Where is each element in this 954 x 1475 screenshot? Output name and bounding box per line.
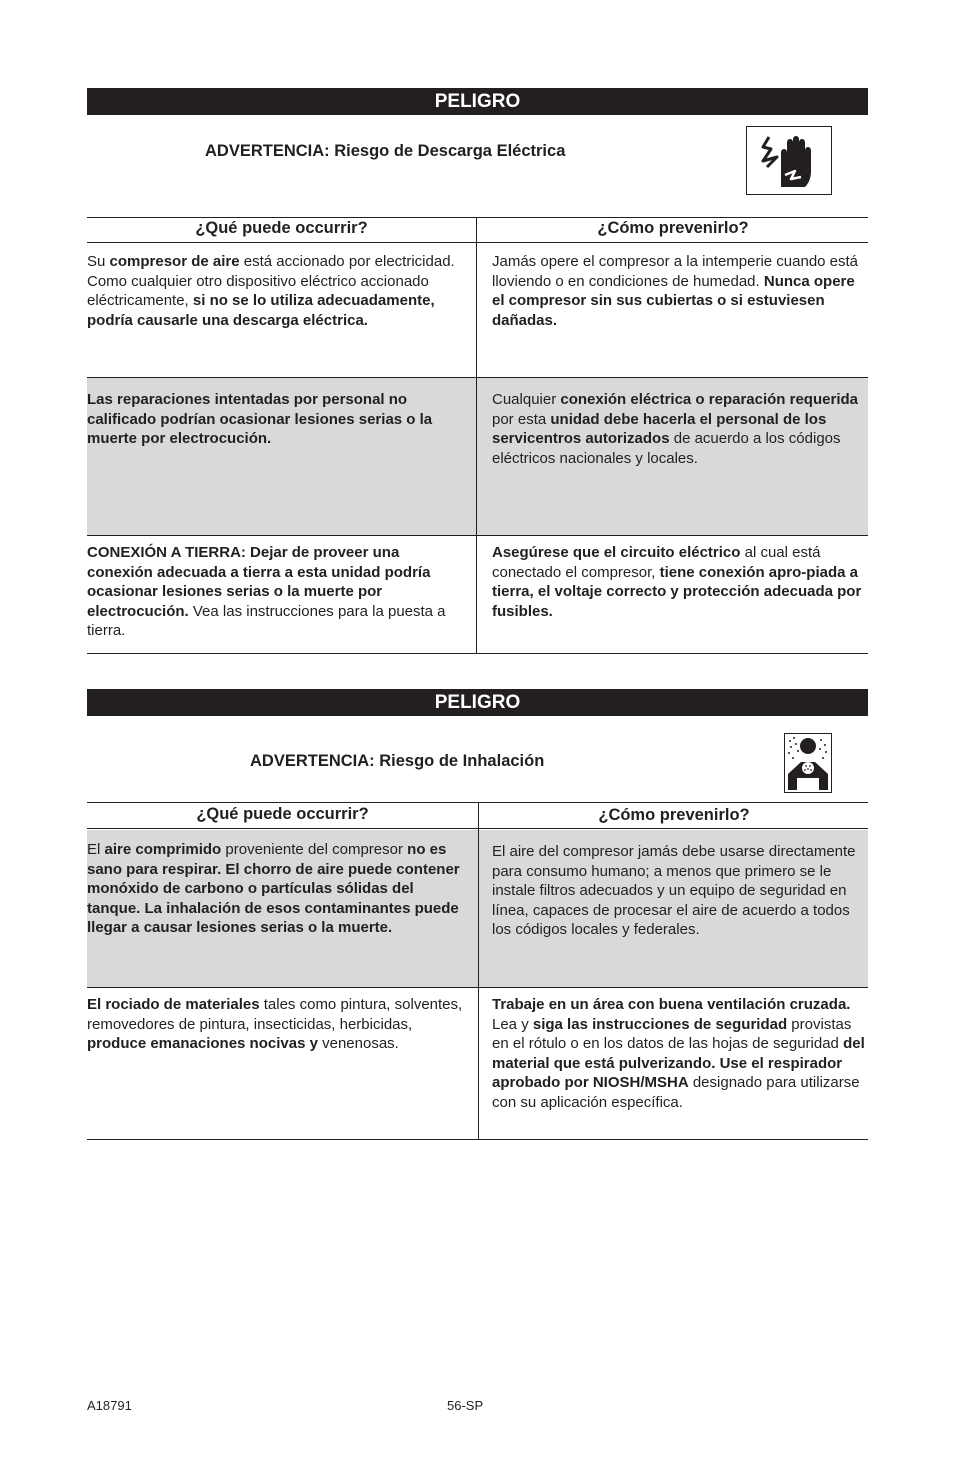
table-cell: El rociado de materiales tales como pintura, solventes, removedores de pintura, insecticidas, herbicidas, produce emanaciones nocivas y venenosas.	[87, 996, 463, 1052]
danger-banner-1: PELIGRO	[87, 88, 868, 115]
table-cell: Trabaje en un área con buena ventilación cruzada. Lea y siga las instrucciones de seguridad provistas en el rótulo o en los datos de las hojas de seguridad del material que está pulverizando. Use el respirador aprobado por NIOSH/MSHA designado para utilizarse con su aplicación específica.	[492, 996, 865, 1111]
table-header-rule	[87, 242, 868, 243]
document-number: A18791	[87, 1398, 132, 1413]
table-cell: Cualquier conexión eléctrica o reparación requerida por esta unidad debe hacerla el personal de los servicentros autorizados de acuerdo a los códigos eléctricos nacionales y locales.	[492, 391, 858, 467]
column-header-prevent: ¿Cómo prevenirlo?	[597, 219, 749, 237]
column-header-prevent: ¿Cómo prevenirlo?	[598, 806, 750, 824]
table-cell: El aire comprimido proveniente del compresor no es sano para respirar. El chorro de aire puede contener monóxido de carbono o partículas sólidas del tanque. La inhalación de esos contaminantes puede llegar a causar lesiones serias o la muerte.	[87, 841, 460, 936]
row-divider	[87, 377, 868, 378]
inhalation-hazard-icon	[784, 733, 832, 793]
column-divider	[476, 217, 477, 654]
electric-shock-hand-icon	[746, 126, 832, 195]
danger-banner-2: PELIGRO	[87, 689, 868, 716]
row-divider	[87, 535, 868, 536]
table-cell: El aire del compresor jamás debe usarse directamente para consumo humano; a menos que primero se le instale filtros adecuados y un equipo de seguridad en línea, capaces de procesar el aire de acuerdo a todos los códigos locales y federales.	[492, 843, 856, 938]
table-cell: CONEXIÓN A TIERRA: Dejar de proveer una conexión adecuada a tierra a esta unidad podría ocasionar lesiones serias o la muerte por electrocución. Vea las instrucciones para la puesta a tierra.	[87, 544, 446, 639]
table-bottom-rule	[87, 653, 868, 654]
column-divider	[478, 802, 479, 1140]
table-cell: Jamás opere el compresor a la intemperie cuando está lloviendo o en condiciones de humedad. Nunca opere el compresor sin sus cubiertas o si estuviesen dañadas.	[492, 253, 859, 329]
page-number: 56-SP	[447, 1398, 484, 1413]
column-header-what: ¿Qué puede occurrir?	[195, 219, 368, 237]
table-cell: Asegúrese que el circuito eléctrico al cual está conectado el compresor, tiene conexión apro-piada a tierra, el voltaje correcto y protección adecuada por fusibles.	[492, 544, 862, 620]
column-header-what: ¿Qué puede occurrir?	[196, 805, 369, 823]
table-cell: Su compresor de aire está accionado por electricidad. Como cualquier otro dispositivo eléctrico accionado eléctricamente, si no se lo utiliza adecuadamente, podría causarle una descarga eléctrica.	[87, 253, 455, 329]
warning-title-inhalation: ADVERTENCIA: Riesgo de Inhalación	[250, 752, 545, 770]
warning-title-shock: ADVERTENCIA: Riesgo de Descarga Eléctrica	[205, 142, 566, 160]
table-top-rule	[87, 217, 868, 218]
table-cell: Las reparaciones intentadas por personal no calificado podrían ocasionar lesiones serias o la muerte por electrocución.	[87, 391, 433, 447]
